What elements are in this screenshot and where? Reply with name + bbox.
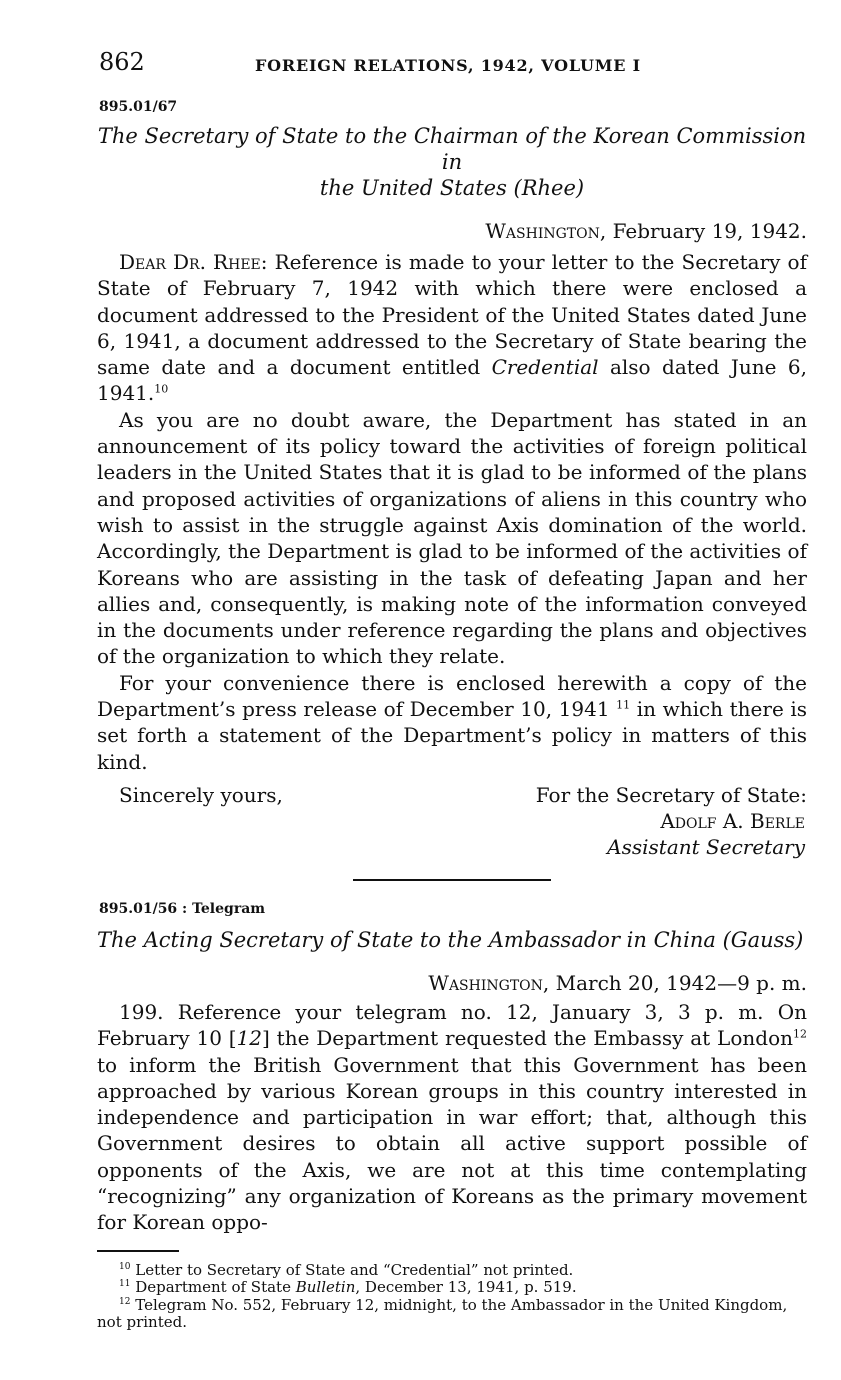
document-title-1 <box>97 123 807 201</box>
for-secretary-line: For the Secretary of State: <box>535 782 807 807</box>
bulletin-title: Bulletin <box>295 1278 356 1297</box>
section-divider <box>353 879 551 881</box>
page-header <box>97 48 807 84</box>
paragraph-text: : Reference is made to your letter to the Secretary of State of February 7, 1942 with which there were enclosed a document addressed to the President of the United States dated June 6, 1941, a document addressed to the Secretary of State bearing the same date and a document entitled <box>97 250 807 380</box>
letter-paragraph-3 <box>97 670 807 775</box>
letter-closing <box>97 783 807 865</box>
paragraph-text: 199. Reference your telegram no. 12, January 3, 3 p. m. On February 10 [ <box>97 999 807 1051</box>
dateline-date: , March 20, 1942—9 p. m. <box>542 970 807 995</box>
footnote-number: 10 <box>119 1261 131 1272</box>
footnote-ref-11: 11 <box>616 698 631 712</box>
title-line-1: The Secretary of State to the Chairman of the Korean Commission in <box>97 124 807 174</box>
dateline-place: Washington <box>485 219 600 243</box>
signer-name: Adolf A. Berle <box>660 808 805 833</box>
footnote-number: 12 <box>119 1296 131 1307</box>
letter-paragraph-2: As you are no doubt aware, the Department has stated in an announcement of its policy toward the activities of foreign political leaders in the United States that it is glad to be informed of the plans and proposed activities of organizations of aliens in this country who wish to assist in the struggle against Axis domination of the world. Accordingly, the Department is glad to be informed of the activities of Koreans who are assisting in the task of defeating Japan and her allies and, consequently, is making note of the information conveyed in the documents under reference regarding the plans and objectives of the organization to which they relate. <box>97 407 807 669</box>
dateline-place: Washington <box>428 970 543 995</box>
footnote-text: , December 13, 1941, p. 519. <box>355 1278 577 1297</box>
dateline-date: , February 19, 1942. <box>599 219 807 243</box>
paragraph-text: also dated June 6, 1941. <box>97 355 807 406</box>
credential-title: Credential <box>491 355 599 380</box>
footnote-11 <box>97 1279 807 1297</box>
paragraph-text: ] the Department requested the Embassy at London <box>262 1026 793 1051</box>
title-line-2: the United States (Rhee) <box>319 176 585 200</box>
running-title: FOREIGN RELATIONS, 1942, VOLUME I <box>255 56 641 75</box>
footnote-ref-12: 12 <box>793 1027 807 1041</box>
paragraph-text: For your convenience there is enclosed herewith a copy of the Department’s press release of December 10, 1941 <box>97 670 807 722</box>
footnote-text: Letter to Secretary of State and “Credential” not printed. <box>135 1260 574 1279</box>
telegram-paragraph-1 <box>97 999 807 1236</box>
salutation: Dear Dr. Rhee <box>119 250 261 274</box>
paragraph-text: in which there is set forth a statement of the Department’s policy in matters of this kind. <box>97 697 808 774</box>
footnote-ref-10: 10 <box>154 382 169 396</box>
footnote-rule <box>97 1250 179 1252</box>
footnote-text: Telegram No. 552, February 12, midnight, to the Ambassador in the United Kingdom, not printed. <box>97 1295 788 1332</box>
signer-title: Assistant Secretary <box>607 834 805 859</box>
page-number: 862 <box>99 48 145 76</box>
complimentary-close: Sincerely yours, <box>119 782 283 807</box>
footnote-12 <box>97 1297 807 1332</box>
footnote-number: 11 <box>119 1279 131 1290</box>
letter-paragraph-1 <box>97 249 807 407</box>
footnotes <box>97 1262 807 1332</box>
footnote-text: Department of State <box>135 1278 296 1297</box>
file-reference-2: 895.01/56 : Telegram <box>99 900 266 917</box>
document-title-2: The Acting Secretary of State to the Ambassador in China (Gauss) <box>97 927 804 952</box>
footnote-10 <box>97 1262 807 1280</box>
file-reference-1: 895.01/67 <box>99 99 178 115</box>
document-page <box>97 48 807 1332</box>
dateline-1 <box>97 219 807 243</box>
bracketed-date: 12 <box>236 1026 263 1051</box>
paragraph-text: to inform the British Government that this Government has been approached by various Korean groups in this country interested in independence and participation in war effort; that, although this Government desires to obtain all active support possible of opponents of the Axis, we are not at this time contemplating “recognizing” any organization of Koreans as the primary movement for Korean oppo- <box>97 1052 807 1235</box>
dateline-2 <box>97 971 807 995</box>
